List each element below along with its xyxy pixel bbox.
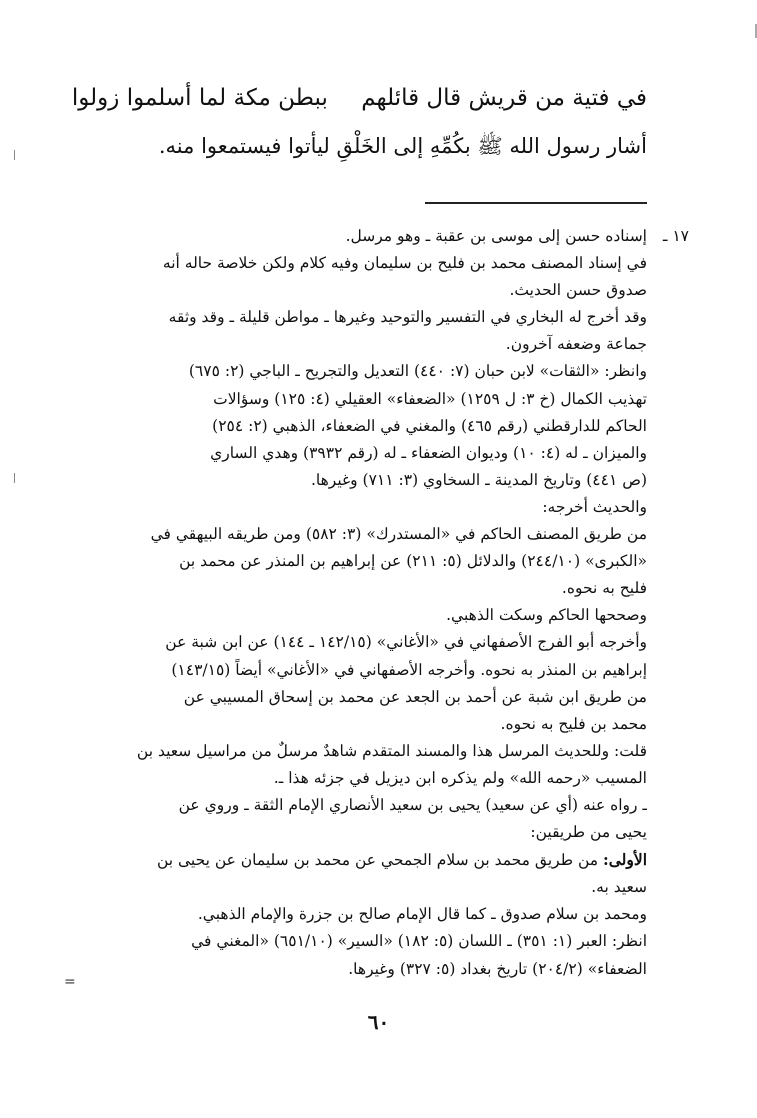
footnote-line: سعيد به. bbox=[591, 878, 647, 897]
footnote-line: الضعفاء» (٢٠٤/٢) تاريخ بغداد (٥: ٣٢٧) وغيرها. bbox=[348, 959, 647, 978]
footnote-heading bbox=[89, 223, 689, 250]
footnote-line: ومحمد بن سلام صدوق ـ كما قال الإمام صالح بن جزرة والإمام الذهبي. bbox=[197, 905, 647, 924]
footnote-line: يحيى من طريقين: bbox=[530, 823, 647, 842]
footnote-line: جماعة وضعفه آخرون. bbox=[505, 335, 647, 354]
footnote-line: في إسناد المصنف محمد بن فليح بن سليمان وفيه كلام ولكن خلاصة حاله أنه bbox=[162, 254, 647, 273]
margin-mark: = bbox=[64, 974, 76, 990]
scan-mark-left-1 bbox=[14, 150, 15, 160]
route-text: من طريق محمد بن سلام الجمحي عن محمد بن سليمان عن يحيى بن bbox=[156, 851, 603, 870]
footnote-line: من طريق المصنف الحاكم في «المستدرك» (٣: ٥٨٢) ومن طريقه البيهقي في bbox=[150, 525, 647, 544]
footnote-separator-rule bbox=[425, 202, 647, 204]
footnote-line: من طريق ابن شبة عن أحمد بن الجعد عن محمد بن إسحاق المسيبي عن bbox=[183, 687, 647, 706]
footnote-line: وأخرجه أبو الفرج الأصفهاني في «الأغاني» (١٤٢/١٥ ـ ١٤٤) عن ابن شبة عن bbox=[165, 633, 647, 652]
footnote-line: وانظر: «الثقات» لابن حبان (٧: ٤٤٠) التعديل والتجريح ـ الباجي (٢: ٦٧٥) bbox=[188, 362, 647, 381]
footnote-line: فليح به نحوه. bbox=[561, 579, 647, 598]
footnote-line: وصححها الحاكم وسكت الذهبي. bbox=[446, 606, 647, 625]
footnote-line-first-route bbox=[89, 846, 647, 874]
footnote-line: ـ رواه عنه (أي عن سعيد) يحيى بن سعيد الأنصاري الإمام الثقة ـ وروي عن bbox=[178, 795, 647, 814]
page-number: ٦٠ bbox=[367, 1010, 390, 1034]
footnote-line: المسيب «رحمه الله» ولم يذكره ابن ديزيل في جزئه هذا ـ. bbox=[273, 768, 647, 787]
footnote-line: تهذيب الكمال (خ ٣: ل ١٢٥٩) «الضعفاء» العقيلي (٤: ١٢٥) وسؤالات bbox=[213, 389, 647, 408]
footnote-line: والحديث أخرجه: bbox=[542, 497, 647, 516]
footnote-body bbox=[89, 250, 689, 983]
footnote-first-line: إسناده حسن إلى موسى بن عقبة ـ وهو مرسل. bbox=[345, 227, 647, 245]
poem-hemistich-first: في فتية من قريش قال قائلهم bbox=[361, 85, 647, 111]
footnote-line: (ص ٤٤١) وتاريخ المدينة ـ السخاوي (٣: ٧١١) وغيرها. bbox=[310, 470, 647, 489]
footnote-line: «الكبرى» (٢٤٤/١٠) والدلائل (٥: ٢١١) عن إبراهيم بن المنذر عن محمد بن bbox=[179, 552, 647, 571]
footnote-line: قلت: وللحديث المرسل هذا والمسند المتقدم شاهدٌ مرسلٌ من مراسيل سعيد بن bbox=[136, 741, 647, 760]
footnote-line: إبراهيم بن المنذر به نحوه. وأخرجه الأصفهاني في «الأغاني» أيضاً (١٤٣/١٥) bbox=[171, 660, 647, 679]
footnote-line: والميزان ـ له (٤: ١٠) وديوان الضعفاء ـ له (رقم ٣٩٣٢) وهدي الساري bbox=[210, 443, 647, 462]
scan-mark-left-2 bbox=[14, 473, 15, 483]
route-label: الأولى: bbox=[603, 850, 647, 870]
footnote-line: وقد أخرج له البخاري في التفسير والتوحيد وغيرها ـ مواطن قليلة ـ وقد وثقه bbox=[168, 308, 647, 327]
footnote-line: محمد بن فليح به نحوه. bbox=[500, 714, 647, 733]
poem-hemistich-second: ببطن مكة لما أسلموا زولوا bbox=[71, 85, 328, 111]
footnote-line: انظر: العبر (١: ٣٥١) ـ اللسان (٥: ١٨٢) «السير» (٦٥١/١٠) «المغني في bbox=[191, 932, 647, 951]
footnotes-block bbox=[89, 223, 689, 983]
footnote-line: صدوق حسن الحديث. bbox=[509, 281, 647, 300]
narrative-line: أشار رسول الله ﷺ بكُمِّهِ إلى الخَلْقِ ليأتوا فيستمعوا منه. bbox=[158, 134, 647, 158]
footnote-number: ١٧ ـ bbox=[662, 227, 689, 245]
poem-verse-line bbox=[71, 78, 647, 118]
footnote-line: الحاكم للدارقطني (رقم ٤٦٥) والمغني في الضعفاء، الذهبي (٢: ٢٥٤) bbox=[212, 416, 647, 435]
